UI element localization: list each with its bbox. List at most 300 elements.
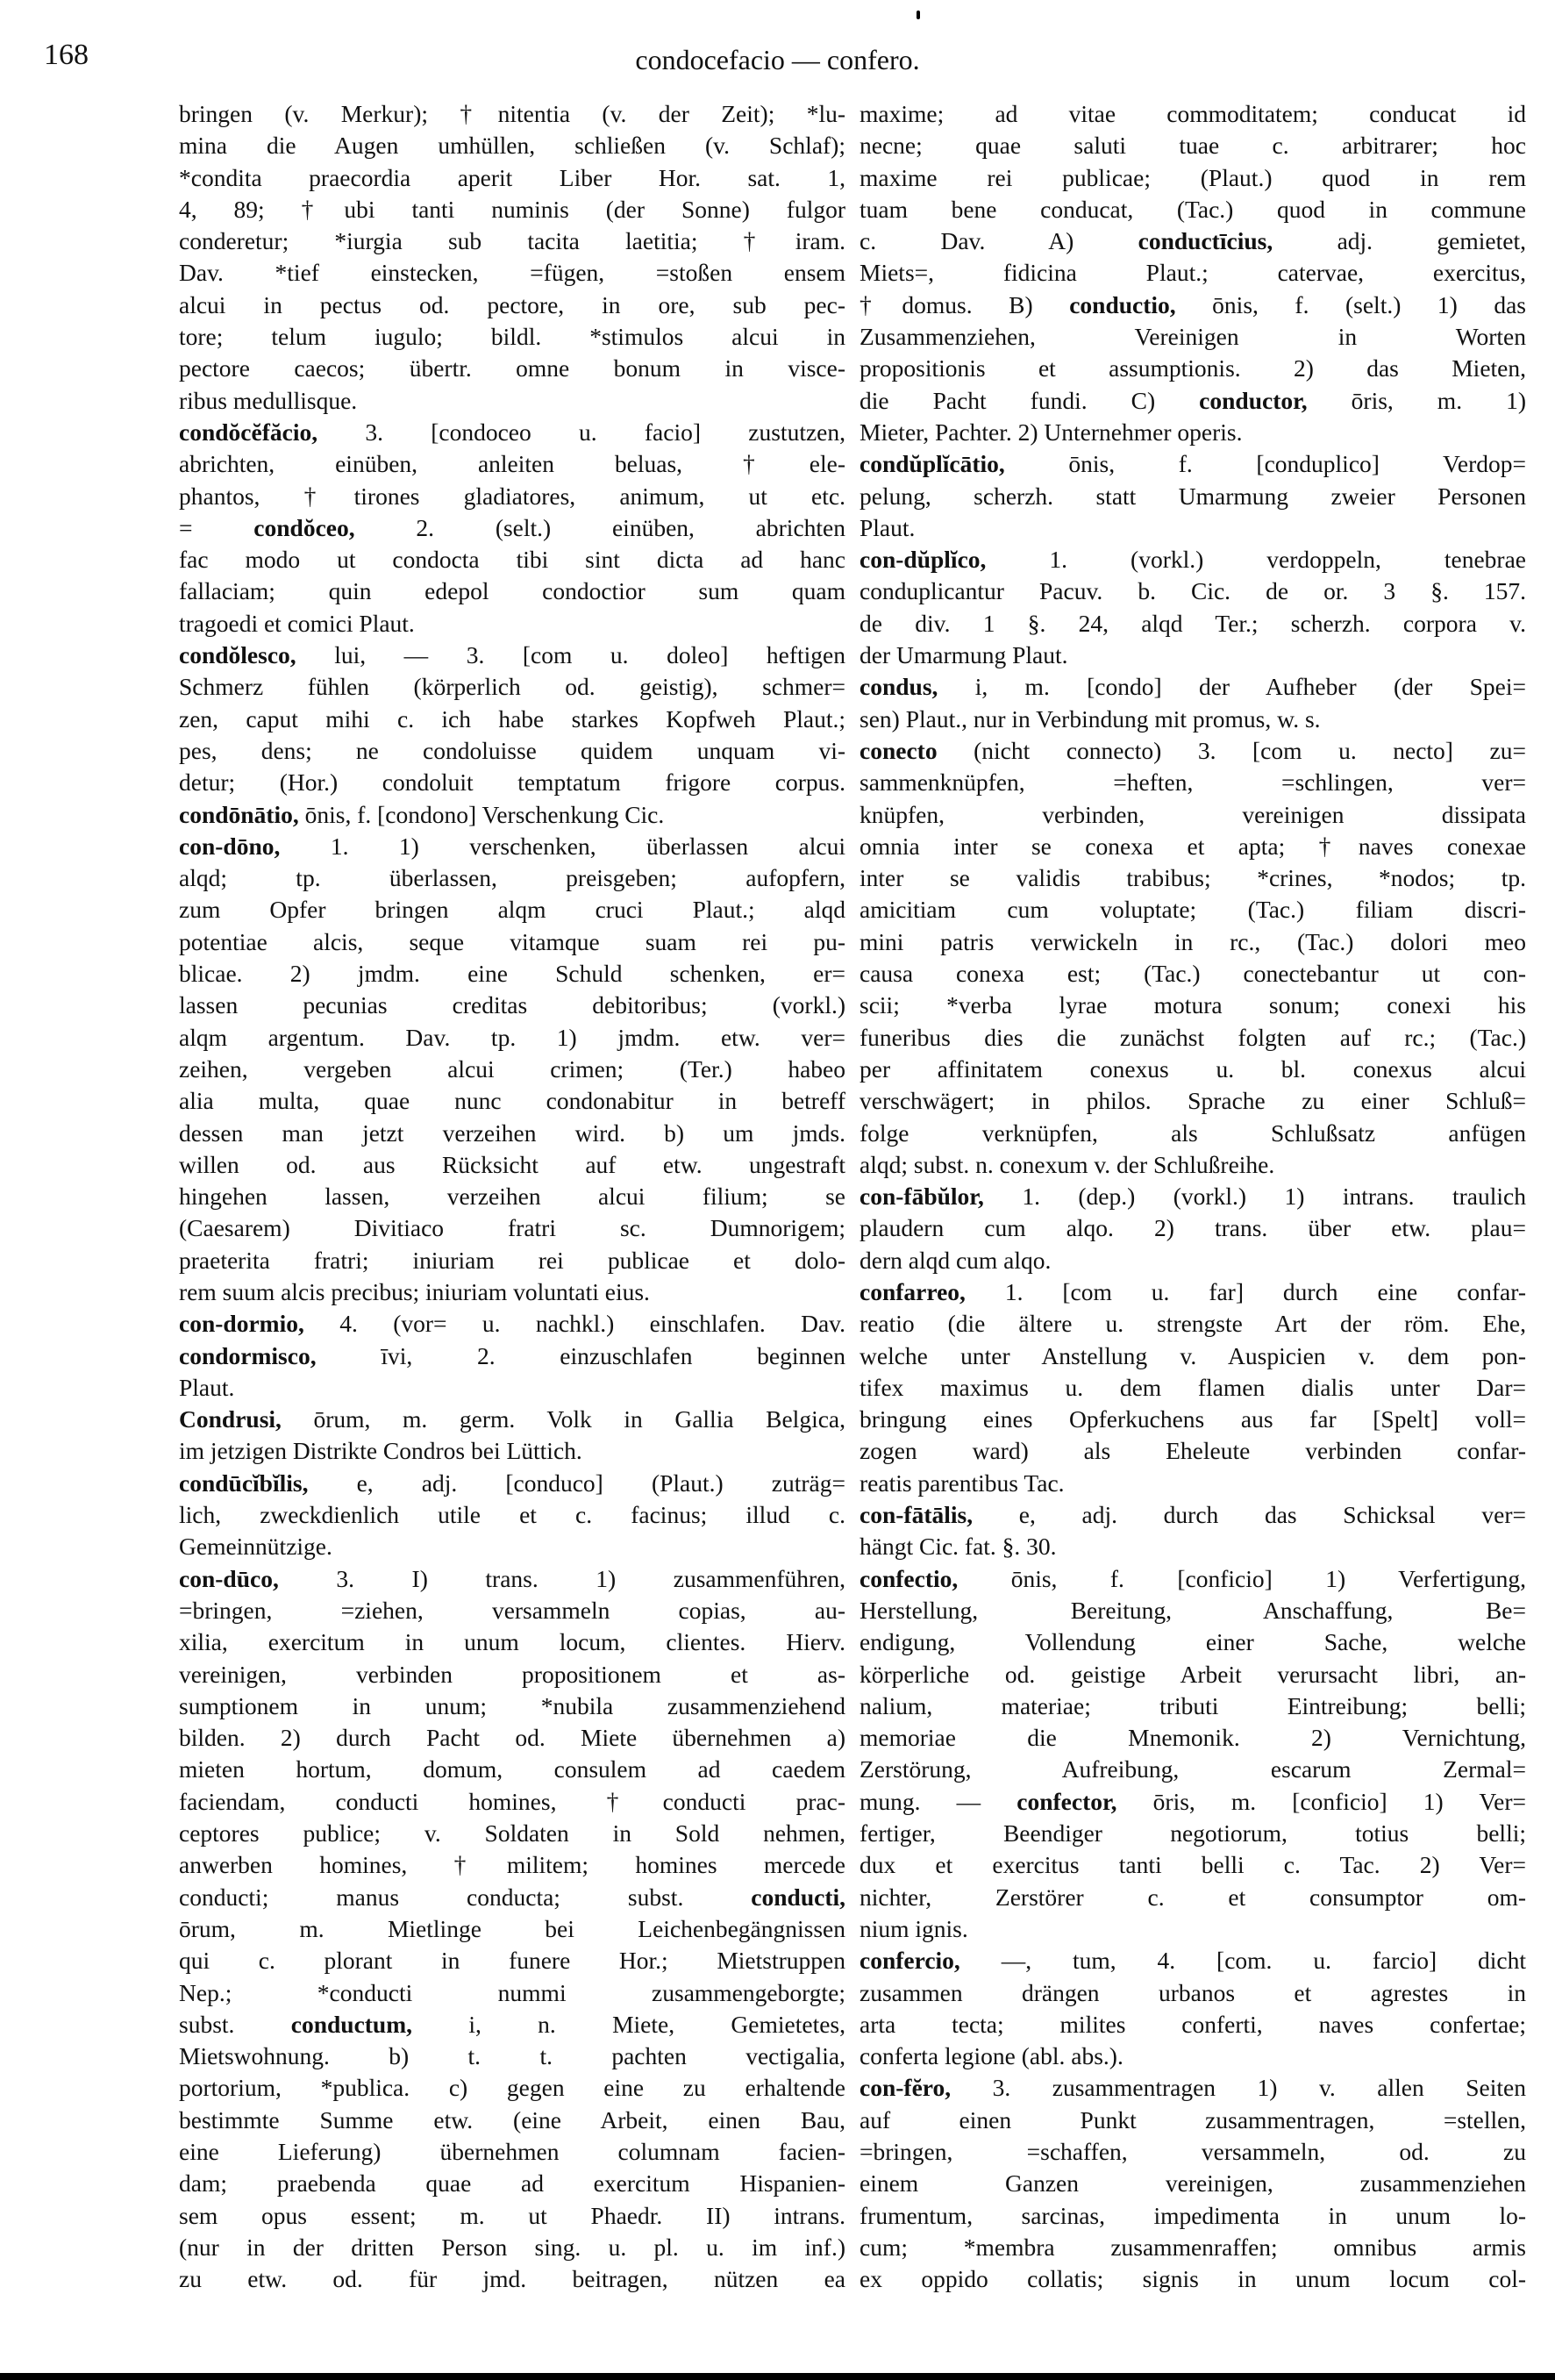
definition-text: adj. gemietet,: [1273, 227, 1526, 255]
definition-text: willen od. aus Rücksicht auf etw. ungestraft: [179, 1150, 845, 1178]
definition-text: ceptores publice; v. Soldaten in Sold nehmen,: [179, 1819, 845, 1848]
text-line: [179, 1849, 845, 1881]
text-line: [860, 1022, 1526, 1054]
definition-text: ōnis, f. (selt.) 1) das: [1175, 290, 1526, 318]
definition-text: lassen pecunias creditas debitoribus; (vorkl.): [179, 991, 845, 1019]
definition-text: Plaut.: [860, 513, 916, 541]
definition-text: fertiger, Beendiger negotiorum, totius belli;: [860, 1819, 1526, 1848]
definition-text: reatio (die ältere u. strengste Art der röm. Ehe,: [860, 1310, 1526, 1338]
definition-text: omnia inter se conexa et apta; †naves conexae: [860, 832, 1526, 860]
text-line: [860, 1659, 1526, 1690]
text-line: [860, 321, 1526, 353]
definition-text: ōnis, f. [condono] Verschenkung Cic.: [298, 800, 665, 828]
text-line: [179, 1945, 845, 1976]
text-line: [860, 2200, 1526, 2232]
definition-text: ōrum, m. germ. Volk in Gallia Belgica,: [281, 1405, 845, 1433]
definition-text: lich, zweckdienlich utile et c. facinus; illud c.: [179, 1501, 845, 1529]
text-line: [179, 1690, 845, 1722]
headword: condŏlesco,: [179, 641, 296, 669]
definition-text: bringung eines Opferkuchens aus far [Spelt] voll=: [860, 1405, 1526, 1433]
text-line: [179, 1913, 845, 1945]
headword: conductor,: [1199, 386, 1308, 414]
definition-text: mini patris verwickeln in rc., (Tac.) dolori meo: [860, 927, 1526, 955]
headword: conecto: [860, 736, 938, 764]
definition-text: dern alqd cum alqo.: [860, 1246, 1052, 1274]
definition-text: (Caesarem) Divitiaco fratri sc. Dumnorigem;: [179, 1214, 845, 1242]
text-line: [179, 1181, 845, 1212]
headword: condormisco,: [179, 1341, 317, 1369]
headword: confarreo,: [860, 1277, 966, 1305]
definition-text: tore; telum iugulo; bildl. *stimulos alcui in: [179, 323, 845, 351]
definition-text: nalium, materiae; tributi Eintreibung; belli;: [860, 1691, 1526, 1719]
definition-text: alcui in pectus od. pectore, in ore, sub pec-: [179, 290, 845, 318]
text-line: [860, 575, 1526, 607]
definition-text: subst.: [179, 2010, 291, 2038]
definition-text: qui c. plorant in funere Hor.; Mietstruppen: [179, 1947, 845, 1975]
text-line: [860, 1818, 1526, 1849]
text-line: [860, 1563, 1526, 1595]
text-line: [860, 481, 1526, 512]
definition-text: hängt Cic. fat. §. 30.: [860, 1533, 1057, 1561]
text-line: [860, 958, 1526, 990]
page-number: 168: [44, 39, 89, 71]
text-line: [860, 1054, 1526, 1085]
text-line: [179, 1435, 845, 1467]
text-line: [179, 194, 845, 225]
definition-text: 4. (vor= u. nachkl.) einschlafen. Dav.: [303, 1310, 845, 1338]
definition-text: verschwägert; in philos. Sprache zu einer Schluß=: [860, 1087, 1526, 1115]
text-line: [860, 894, 1526, 926]
text-line: [860, 2041, 1526, 2072]
text-line: [179, 2009, 845, 2041]
definition-text: =bringen, =schaffen, versammeln, od. zu: [860, 2138, 1526, 2165]
text-line: [860, 2136, 1526, 2168]
definition-text: Gemeinnützige.: [179, 1533, 332, 1561]
definition-text: mieten hortum, domum, consulem ad caedem: [179, 1755, 845, 1783]
definition-text: conducti; manus conducta; subst.: [179, 1883, 752, 1911]
definition-text: scii; *verba lyrae motura sonum; conexi his: [860, 991, 1526, 1019]
definition-text: hingehen lassen, verzeihen alcui filium; se: [179, 1183, 845, 1211]
text-line: [179, 1786, 845, 1818]
text-line: [179, 2200, 845, 2232]
text-line: [179, 926, 845, 958]
text-line: [860, 990, 1526, 1021]
definition-text: auf einen Punkt zusammentragen, =stellen,: [860, 2105, 1526, 2133]
text-line: [179, 1722, 845, 1754]
definition-text: pes, dens; ne condoluisse quidem unquam vi-: [179, 736, 845, 764]
definition-text: ribus medullisque.: [179, 386, 358, 414]
definition-text: maxime; ad vitae commoditatem; conducat id: [860, 100, 1526, 127]
text-line: [179, 2136, 845, 2168]
definition-text: fac modo ut condocta tibi sint dicta ad hanc: [179, 546, 845, 574]
definition-text: conderetur; *iurgia sub tacita laetitia; †iram.: [179, 227, 845, 255]
definition-text: portorium, *publica. c) gegen eine zu erhaltende: [179, 2074, 845, 2102]
definition-text: (nicht connecto) 3. [com u. necto] zu=: [937, 736, 1526, 764]
definition-text: †domus. B): [860, 290, 1070, 318]
definition-text: (nur in der dritten Person sing. u. pl. u. im inf.): [179, 2233, 845, 2261]
definition-text: bringen (v. Merkur); †nitentia (v. der Zeit); *lu-: [179, 100, 845, 127]
text-line: [860, 1404, 1526, 1435]
definition-text: endigung, Vollendung einer Sache, welche: [860, 1628, 1526, 1656]
definition-text: vereinigen, verbinden propositionem et as-: [179, 1660, 845, 1688]
text-line: [179, 257, 845, 289]
headword: con-dūco,: [179, 1564, 279, 1592]
text-line: [860, 1245, 1526, 1276]
definition-text: conferta legione (abl. abs.).: [860, 2042, 1123, 2070]
text-line: [179, 130, 845, 161]
text-line: [179, 862, 845, 894]
text-line: [860, 1118, 1526, 1149]
definition-text: inter se validis trabibus; *crines, *nodos; tp.: [860, 864, 1526, 892]
definition-text: Mieter, Pachter. 2) Unternehmer operis.: [860, 418, 1243, 446]
text-line: [860, 1181, 1526, 1212]
definition-text: zen, caput mihi c. ich habe starkes Kopfweh Plaut.;: [179, 704, 845, 733]
definition-text: sem opus essent; m. ut Phaedr. II) intrans.: [179, 2201, 845, 2229]
definition-text: propositionis et assumptionis. 2) das Mieten,: [860, 354, 1526, 382]
definition-text: Mietswohnung. b) t. t. pachten vectigalia,: [179, 2042, 845, 2070]
text-line: [179, 2041, 845, 2072]
text-line: [860, 1945, 1526, 1976]
text-line: [179, 225, 845, 257]
definition-text: conduplicantur Pacuv. b. Cic. de or. 3 §. 157.: [860, 577, 1526, 605]
definition-text: tifex maximus u. dem flamen dialis unter Dar=: [860, 1373, 1526, 1401]
text-line: [179, 671, 845, 703]
definition-text: praeterita fratri; iniuriam rei publicae et dolo-: [179, 1246, 845, 1274]
text-line: [860, 1531, 1526, 1562]
headword: conducti,: [751, 1883, 845, 1911]
definition-text: 1. [com u. far] durch eine confar-: [965, 1277, 1526, 1305]
text-line: [860, 1435, 1526, 1467]
definition-text: abrichten, einüben, anleiten beluas, †ele-: [179, 450, 845, 478]
text-line: [179, 1595, 845, 1626]
text-line: [860, 512, 1526, 544]
text-line: [860, 289, 1526, 321]
headword: condus,: [860, 673, 938, 701]
definition-text: bestimmte Summe etw. (eine Arbeit, einen Bau,: [179, 2105, 845, 2133]
definition-text: xilia, exercitum in unum locum, clientes. Hierv.: [179, 1628, 845, 1656]
definition-text: lui, — 3. [com u. doleo] heftigen: [296, 641, 845, 669]
definition-text: folge verknüpfen, als Schlußsatz anfügen: [860, 1119, 1526, 1147]
text-line: [179, 958, 845, 990]
text-line: [179, 98, 845, 130]
text-line: [179, 990, 845, 1021]
text-line: [179, 1372, 845, 1404]
headword: con-fĕro,: [860, 2074, 952, 2102]
definition-text: Herstellung, Bereitung, Anschaffung, Be=: [860, 1596, 1526, 1624]
definition-text: Zerstörung, Aufreibung, escarum Zermal=: [860, 1755, 1526, 1783]
definition-text: blicae. 2) jmdm. eine Schuld schenken, er=: [179, 960, 845, 988]
text-line: [179, 1626, 845, 1658]
left-column: [179, 98, 845, 2295]
text-line: [860, 1626, 1526, 1658]
definition-text: plaudern cum alqo. 2) trans. über etw. plau=: [860, 1214, 1526, 1242]
text-line: [860, 1690, 1526, 1722]
text-line: [179, 289, 845, 321]
definition-text: memoriae die Mnemonik. 2) Vernichtung,: [860, 1724, 1526, 1752]
text-line: [860, 225, 1526, 257]
definition-text: welche unter Anstellung v. Auspicien v. dem pon-: [860, 1341, 1526, 1369]
text-line: [179, 353, 845, 384]
definition-text: i, n. Miete, Gemietetes,: [412, 2010, 845, 2038]
headword: con-fābŭlor,: [860, 1183, 984, 1211]
definition-text: pectore caecos; übertr. omne bonum in visce-: [179, 354, 845, 382]
text-line: [860, 1308, 1526, 1340]
headword: conductum,: [290, 2010, 413, 2038]
definition-text: =: [179, 513, 254, 541]
definition-text: 3. I) trans. 1) zusammenführen,: [278, 1564, 845, 1592]
headword: con-fātālis,: [860, 1501, 974, 1529]
definition-text: dam; praebenda quae ad exercitum Hispanien-: [179, 2169, 845, 2198]
definition-text: per affinitatem conexus u. bl. conexus alcui: [860, 1054, 1526, 1083]
definition-text: zeihen, vergeben alcui crimen; (Ter.) habeo: [179, 1054, 845, 1083]
text-line: [179, 1276, 845, 1308]
text-line: [179, 1754, 845, 1785]
text-line: [179, 1245, 845, 1276]
definition-text: sen) Plaut., nur in Verbindung mit promus, w. s.: [860, 704, 1321, 733]
definition-text: amicitiam cum voluptate; (Tac.) filiam discri-: [860, 896, 1526, 924]
text-line: [179, 512, 845, 544]
text-line: [860, 862, 1526, 894]
definition-text: zogen ward) als Eheleute verbinden confar-: [860, 1437, 1526, 1465]
text-line: [179, 1531, 845, 1562]
text-line: [179, 2168, 845, 2199]
text-line: [179, 417, 845, 448]
definition-text: knüpfen, verbinden, vereinigen dissipata: [860, 800, 1526, 828]
headword: confector,: [1016, 1787, 1117, 1815]
definition-text: ōris, m. [conficio] 1) Ver=: [1116, 1787, 1526, 1815]
text-line: [860, 2105, 1526, 2136]
text-line: [179, 1818, 845, 1849]
text-line: [179, 1022, 845, 1054]
text-line: [179, 704, 845, 735]
definition-text: 1. (dep.) (vorkl.) 1) intrans. traulich: [983, 1183, 1526, 1211]
definition-text: detur; (Hor.) condoluit temptatum frigore corpus.: [179, 768, 845, 797]
definition-text: de div. 1 §. 24, alqd Ter.; scherzh. corpora v.: [860, 609, 1526, 637]
definition-text: rem suum alcis precibus; iniuriam voluntati eius.: [179, 1277, 650, 1305]
definition-text: necne; quae saluti tuae c. arbitrarer; hoc: [860, 132, 1526, 160]
text-line: [860, 2232, 1526, 2263]
definition-text: sumptionem in unum; *nubila zusammenziehend: [179, 1691, 845, 1719]
right-column: [860, 98, 1526, 2295]
text-line: [179, 1054, 845, 1085]
text-line: [860, 1340, 1526, 1372]
definition-text: potentiae alcis, seque vitamque suam rei pu-: [179, 927, 845, 955]
text-line: [860, 640, 1526, 671]
text-line: [860, 1212, 1526, 1244]
text-line: [179, 894, 845, 926]
headword: confercio,: [860, 1947, 960, 1975]
definition-text: pelung, scherzh. statt Umarmung zweier Personen: [860, 482, 1526, 510]
text-line: [179, 448, 845, 480]
headword: confectio,: [860, 1564, 959, 1592]
text-line: [179, 321, 845, 353]
text-line: [860, 385, 1526, 417]
text-line: [860, 130, 1526, 161]
text-line: [860, 1595, 1526, 1626]
text-line: [179, 1118, 845, 1149]
definition-text: faciendam, conducti homines, †conducti prac-: [179, 1787, 845, 1815]
scan-speck: [917, 11, 920, 19]
text-line: [179, 640, 845, 671]
text-line: [179, 1308, 845, 1340]
headword: condŏcĕfăcio,: [179, 418, 318, 446]
text-line: [179, 1340, 845, 1372]
headword: conductīcius,: [1138, 227, 1273, 255]
definition-text: körperliche od. geistige Arbeit verursacht libri, an-: [860, 1660, 1526, 1688]
text-line: [179, 735, 845, 767]
text-line: [860, 1913, 1526, 1945]
definition-text: bilden. 2) durch Pacht od. Miete übernehmen a): [179, 1724, 845, 1752]
headword: condŏceo,: [253, 513, 355, 541]
definition-text: zusammen drängen urbanos et agrestes in: [860, 1978, 1526, 2006]
definition-text: causa conexa est; (Tac.) conectebantur ut con-: [860, 960, 1526, 988]
text-line: [179, 2105, 845, 2136]
running-title: condocefacio — confero.: [635, 44, 920, 75]
definition-text: Zusammenziehen, Vereinigen in Worten: [860, 323, 1526, 351]
scan-edge-bar: [0, 2373, 1555, 2380]
text-line: [179, 2263, 845, 2295]
text-line: [179, 575, 845, 607]
definition-text: mina die Augen umhüllen, schließen (v. Schlaf);: [179, 132, 845, 160]
definition-text: tragoedi et comici Plaut.: [179, 609, 415, 637]
definition-text: cum; *membra zusammenraffen; omnibus armis: [860, 2233, 1526, 2261]
definition-text: Nep.; *conducti nummi zusammengeborgte;: [179, 1978, 845, 2006]
text-line: [860, 417, 1526, 448]
text-line: [179, 1468, 845, 1499]
text-line: [179, 1085, 845, 1117]
headword: Condrusi,: [179, 1405, 282, 1433]
definition-text: der Umarmung Plaut.: [860, 641, 1068, 669]
text-line: [860, 1977, 1526, 2009]
text-line: [860, 353, 1526, 384]
definition-text: funeribus dies die zunächst folgten auf rc.; (Tac.): [860, 1023, 1526, 1051]
text-line: [860, 735, 1526, 767]
text-line: [860, 1786, 1526, 1818]
text-line: [860, 1849, 1526, 1881]
text-line: [860, 1499, 1526, 1531]
text-line: [860, 1149, 1526, 1181]
definition-text: 3. [condoceo u. facio] zustutzen,: [317, 418, 845, 446]
text-line: [860, 1276, 1526, 1308]
text-line: [179, 799, 845, 831]
definition-text: einem Ganzen vereinigen, zusammenziehen: [860, 2169, 1526, 2198]
text-line: [179, 544, 845, 575]
definition-text: 1. (vorkl.) verdoppeln, tenebrae: [986, 546, 1526, 574]
text-line: [860, 98, 1526, 130]
definition-text: ōnis, f. [conficio] 1) Verfertigung,: [958, 1564, 1526, 1592]
text-line: [179, 1212, 845, 1244]
definition-text: =bringen, =ziehen, versammeln copias, au-: [179, 1596, 845, 1624]
definition-text: maxime rei publicae; (Plaut.) quod in rem: [860, 163, 1526, 191]
text-line: [860, 1468, 1526, 1499]
headword: condūcĭbĭlis,: [179, 1469, 309, 1497]
text-line: [860, 671, 1526, 703]
definition-text: i, m. [condo] der Aufheber (der Spei=: [938, 673, 1526, 701]
definition-text: ex oppido collatis; signis in unum locum col-: [860, 2265, 1526, 2293]
definition-text: fallaciam; quin edepol condoctior sum quam: [179, 577, 845, 605]
headword: con-dōno,: [179, 832, 281, 860]
definition-text: mung. —: [860, 1787, 1017, 1815]
definition-text: im jetzigen Distrikte Condros bei Lüttich.: [179, 1437, 582, 1465]
text-line: [179, 162, 845, 194]
definition-text: 2. (selt.) einüben, abrichten: [354, 513, 845, 541]
headword: con-dormio,: [179, 1310, 304, 1338]
text-line: [179, 767, 845, 798]
text-line: [179, 2232, 845, 2263]
definition-text: dessen man jetzt verzeihen wird. b) um jmds.: [179, 1119, 845, 1147]
definition-text: die Pacht fundi. C): [860, 386, 1200, 414]
text-line: [860, 2263, 1526, 2295]
headword: conductio,: [1069, 290, 1176, 318]
text-line: [860, 1882, 1526, 1913]
text-line: [860, 1085, 1526, 1117]
definition-text: phantos, †tirones gladiatores, animum, ut etc.: [179, 482, 845, 510]
text-line: [179, 1404, 845, 1435]
definition-text: alqd; tp. überlassen, preisgeben; aufopfern,: [179, 864, 845, 892]
text-line: [860, 448, 1526, 480]
text-line: [860, 799, 1526, 831]
definition-text: zum Opfer bringen alqm cruci Plaut.; alqd: [179, 896, 845, 924]
text-line: [179, 2072, 845, 2104]
definition-text: nichter, Zerstörer c. et consumptor om-: [860, 1883, 1526, 1911]
text-line: [179, 1977, 845, 2009]
text-line: [860, 257, 1526, 289]
definition-text: *condita praecordia aperit Liber Hor. sat. 1,: [179, 163, 845, 191]
text-line: [860, 704, 1526, 735]
text-line: [179, 608, 845, 640]
definition-text: zu etw. od. für jmd. beitragen, nützen ea: [179, 2265, 845, 2293]
headword: condŭplĭcātio,: [860, 450, 1005, 478]
definition-text: e, adj. [conduco] (Plaut.) zuträg=: [308, 1469, 845, 1497]
definition-text: anwerben homines, †militem; homines mercede: [179, 1851, 845, 1879]
definition-text: Dav. *tief einstecken, =fügen, =stoßen ensem: [179, 259, 845, 287]
definition-text: Plaut.: [179, 1373, 235, 1401]
text-line: [179, 1499, 845, 1531]
definition-text: īvi, 2. einzuschlafen beginnen: [316, 1341, 845, 1369]
definition-text: alqm argentum. Dav. tp. 1) jmdm. etw. ver=: [179, 1023, 845, 1051]
definition-text: eine Lieferung) übernehmen columnam facien-: [179, 2138, 845, 2165]
text-line: [860, 1722, 1526, 1754]
definition-text: arta tecta; milites conferti, naves confertae;: [860, 2010, 1526, 2038]
definition-text: c. Dav. A): [860, 227, 1138, 255]
text-line: [860, 831, 1526, 862]
text-line: [860, 1372, 1526, 1404]
headword: con-dŭplĭco,: [860, 546, 987, 574]
definition-text: ōris, m. 1): [1307, 386, 1526, 414]
definition-text: alqd; subst. n. conexum v. der Schlußreihe.: [860, 1150, 1275, 1178]
text-line: [179, 1659, 845, 1690]
definition-text: sammenknüpfen, =heften, =schlingen, ver=: [860, 768, 1526, 797]
text-line: [860, 926, 1526, 958]
text-line: [860, 162, 1526, 194]
text-line: [179, 831, 845, 862]
text-line: [179, 385, 845, 417]
text-line: [860, 194, 1526, 225]
text-line: [860, 2009, 1526, 2041]
text-line: [179, 1149, 845, 1181]
text-line: [860, 767, 1526, 798]
text-line: [179, 481, 845, 512]
definition-text: frumentum, sarcinas, impedimenta in unum lo-: [860, 2201, 1526, 2229]
text-line: [860, 1754, 1526, 1785]
text-line: [860, 2072, 1526, 2104]
definition-text: Schmerz fühlen (körperlich od. geistig), schmer=: [179, 673, 845, 701]
definition-text: 4, 89; †ubi tanti numinis (der Sonne) fulgor: [179, 195, 845, 223]
definition-text: e, adj. durch das Schicksal ver=: [973, 1501, 1526, 1529]
definition-text: 1. 1) verschenken, überlassen alcui: [280, 832, 845, 860]
definition-text: reatis parentibus Tac.: [860, 1469, 1065, 1497]
definition-text: Miets=, fidicina Plaut.; catervae, exercitus,: [860, 259, 1526, 287]
